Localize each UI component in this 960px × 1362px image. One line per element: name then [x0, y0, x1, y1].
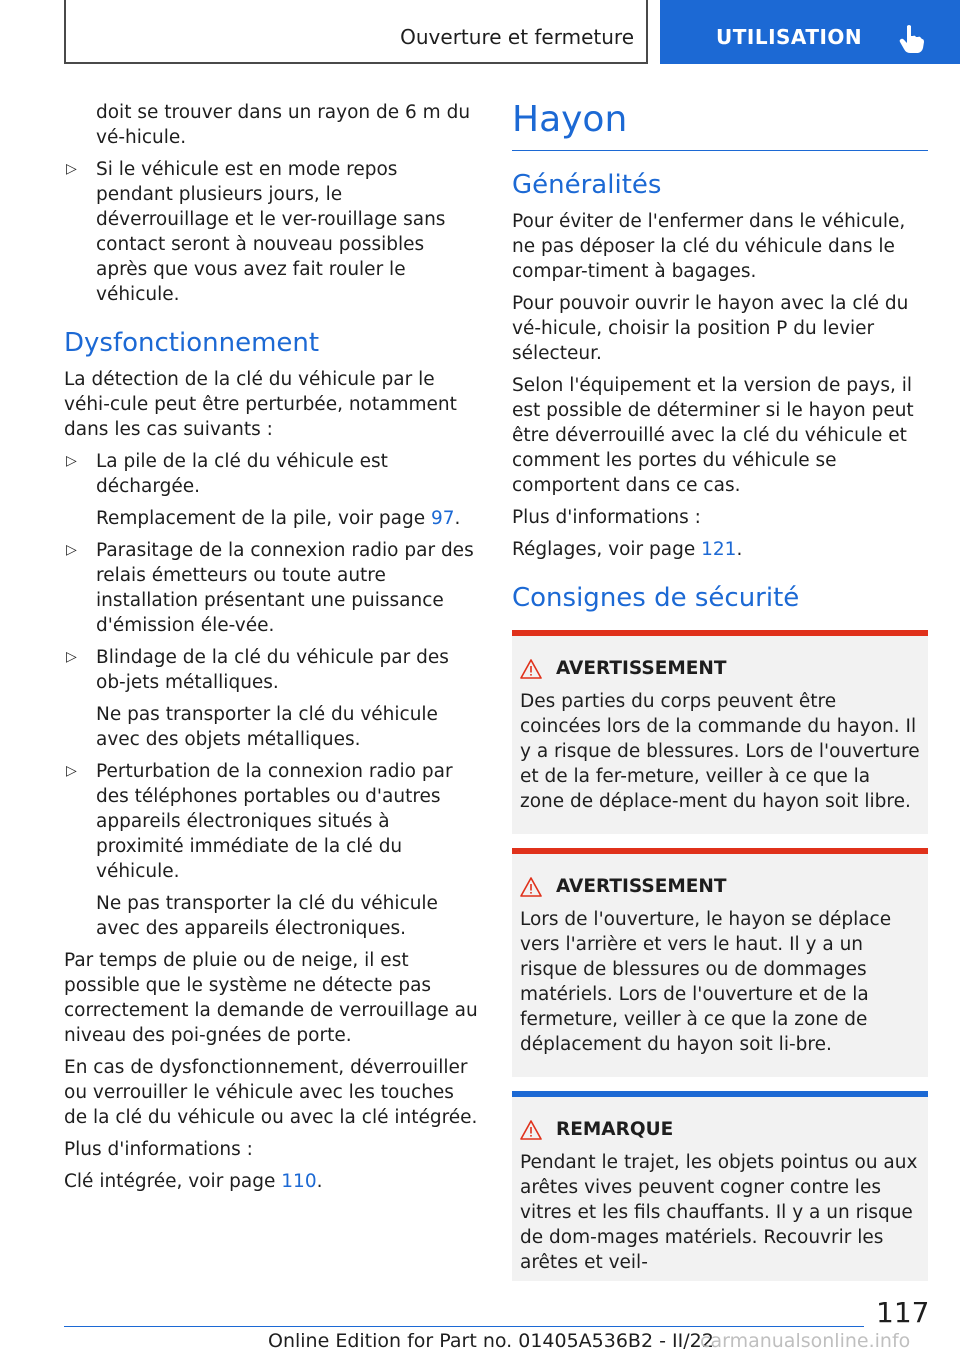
chapter-tab-label: UTILISATION — [716, 25, 863, 49]
hand-pointer-icon — [898, 24, 924, 54]
warning-triangle-icon — [520, 877, 542, 897]
warning-triangle-icon — [520, 1120, 542, 1140]
list-item-text: Si le véhicule est en mode repos pendant plusieurs jours, le déverrouillage et le ver-rouillage sans contact seront à nouveau possibles après que vous avez fait rouler le véhicule. — [96, 159, 446, 305]
bullet-triangle-icon: ▷ — [66, 649, 77, 665]
warning-title: AVERTISSEMENT — [556, 658, 727, 679]
paragraph-general-3: Selon l'équipement et la version de pays, il est possible de déterminer si le hayon peut être déverrouillé avec la clé du véhicule et comment les portes du véhicule se comportent dans ce cas. — [512, 375, 914, 496]
paragraph-reference: Réglages, voir page 121. — [512, 539, 743, 560]
header-section-box — [64, 0, 648, 64]
warning-text: Lors de l'ouverture, le hayon se déplace vers l'arrière et vers le haut. Il y a un risque de blessures ou de dommages matériels. Lors de l'ouverture et de la fermeture, veiller à ce que la zone de déplacement du hayon soit li-bre. — [520, 909, 892, 1055]
heading-general: Généralités — [512, 170, 662, 200]
footer-edition: Online Edition for Part no. 01405A536B2 - II/22 — [268, 1330, 714, 1352]
bullet-triangle-icon: ▷ — [66, 161, 77, 177]
warning-box — [512, 630, 928, 834]
page-link[interactable]: 121 — [701, 539, 737, 560]
warning-text: Des parties du corps peuvent être coincées lors de la commande du hayon. Il y a risque de blessures. Lors de l'ouverture et de la fer-meture, veiller à ce que la zone de déplace-ment du hayon soit libre. — [520, 691, 920, 812]
heading-malfunction: Dysfonctionnement — [64, 328, 320, 358]
reference-text: Réglages, voir page — [512, 539, 702, 560]
list-item — [64, 157, 478, 307]
reference-text: Remplacement de la pile, voir page — [96, 508, 431, 529]
page-number: 117 — [876, 1296, 930, 1329]
list-item — [64, 645, 478, 695]
list-item-text: Blindage de la clé du véhicule par des ob-jets métalliques. — [96, 647, 449, 693]
list-item-subtext: Ne pas transporter la clé du véhicule avec des appareils électroniques. — [96, 893, 438, 939]
paragraph-rain: Par temps de pluie ou de neige, il est possible que le système ne détecte pas correctement la demande de verrouillage au niveau des poi-gnées de porte. — [64, 950, 478, 1046]
bullet-triangle-icon: ▷ — [66, 453, 77, 469]
list-item-text: Perturbation de la connexion radio par des téléphones portables ou d'autres appareils électroniques situés à proximité immédiate de la clé du véhicule. — [96, 761, 453, 882]
list-item — [64, 759, 478, 884]
left-column — [64, 100, 478, 1201]
paragraph-reference: Clé intégrée, voir page 110. — [64, 1171, 323, 1192]
paragraph-range-continuation: doit se trouver dans un rayon de 6 m du vé-hicule. — [96, 102, 471, 148]
note-title: REMARQUE — [556, 1119, 674, 1140]
list-item — [64, 449, 478, 499]
list-item-text: Parasitage de la connexion radio par des relais émetteurs ou toute autre installation présentant une puissance d'émission éle-vée. — [96, 540, 474, 636]
page-title: Hayon — [512, 100, 928, 151]
page-link[interactable]: 110 — [281, 1171, 317, 1192]
paragraph-general-2: Pour pouvoir ouvrir le hayon avec la clé du vé-hicule, choisir la position P du levier sélecteur. — [512, 293, 909, 364]
bullet-triangle-icon: ▷ — [66, 763, 77, 779]
footer-divider — [64, 1326, 864, 1327]
heading-safety: Consignes de sécurité — [512, 583, 800, 613]
paragraph-more-info: Plus d'informations : — [512, 507, 701, 528]
page-link[interactable]: 97 — [430, 508, 455, 529]
note-text: Pendant le trajet, les objets pointus ou aux arêtes vives peuvent cogner contre les vitres et les fils chauffants. Il y a un risque de dom-mages matériels. Recouvrir les arêtes et veil- — [520, 1152, 918, 1273]
paragraph-more-info: Plus d'informations : — [64, 1139, 253, 1160]
note-box — [512, 1091, 928, 1281]
paragraph-general-1: Pour éviter de l'enfermer dans le véhicule, ne pas déposer la clé du véhicule dans le compar-timent à bagages. — [512, 211, 906, 282]
bullet-triangle-icon: ▷ — [66, 542, 77, 558]
list-item — [64, 538, 478, 638]
footer-watermark: carmanualsonline.info — [700, 1330, 911, 1352]
right-column — [512, 100, 928, 1281]
paragraph-fault: En cas de dysfonctionnement, déverrouiller ou verrouiller le véhicule avec les touches de la clé du véhicule ou avec la clé intégrée. — [64, 1057, 478, 1128]
reference-text: Clé intégrée, voir page — [64, 1171, 282, 1192]
list-item-subtext: Remplacement de la pile, voir page 97. — [96, 508, 461, 529]
warning-title: AVERTISSEMENT — [556, 876, 727, 897]
section-title: Ouverture et fermeture — [400, 25, 634, 49]
chapter-tab[interactable] — [660, 0, 960, 64]
list-item-text: La pile de la clé du véhicule est déchargée. — [96, 451, 388, 497]
paragraph-malfunction-intro: La détection de la clé du véhicule par le véhi-cule peut être perturbée, notamment dans les cas suivants : — [64, 369, 457, 440]
warning-box — [512, 848, 928, 1077]
warning-triangle-icon — [520, 659, 542, 679]
list-item-subtext: Ne pas transporter la clé du véhicule avec des objets métalliques. — [96, 704, 438, 750]
